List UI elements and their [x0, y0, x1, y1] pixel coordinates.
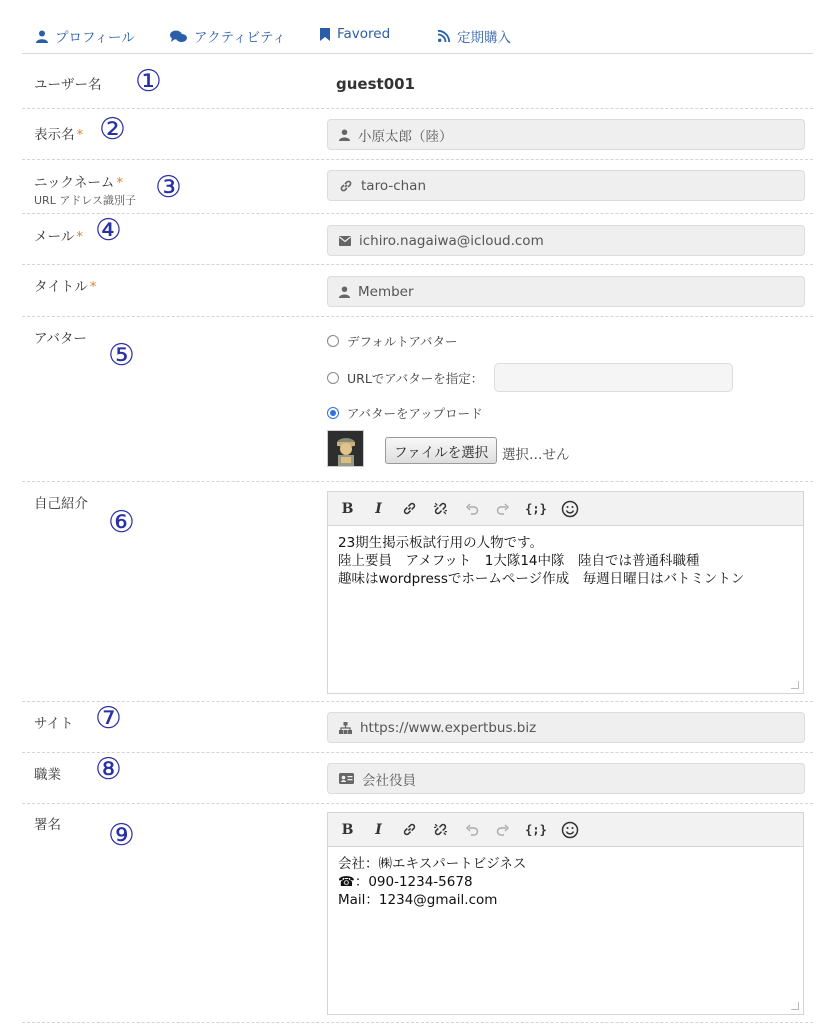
tab-activity-label: アクティビティ: [194, 30, 286, 46]
avatar-image: [327, 430, 364, 467]
avatar-option-upload[interactable]: [327, 404, 483, 422]
envelope-icon: [339, 236, 351, 246]
tab-profile-label: プロフィール: [55, 30, 135, 46]
bio-toolbar: [328, 492, 803, 526]
annotation-1: ①: [135, 64, 162, 99]
annotation-3: ③: [155, 170, 182, 205]
occupation-input[interactable]: [327, 763, 805, 794]
link-icon: [339, 179, 353, 193]
display-name-label-text: 表示名: [34, 127, 75, 143]
bookmark-icon: [320, 28, 330, 41]
link-icon[interactable]: [400, 820, 419, 840]
user-icon: [36, 30, 48, 43]
italic-icon[interactable]: I: [375, 821, 382, 838]
tab-subscriptions[interactable]: [438, 26, 511, 46]
avatar-label: アバター: [34, 331, 87, 347]
nickname-sublabel: URL アドレス識別子: [34, 194, 136, 207]
nickname-label: [34, 171, 123, 191]
tab-favored[interactable]: [320, 26, 390, 42]
radio-default[interactable]: [327, 335, 339, 347]
nickname-input[interactable]: [327, 170, 805, 201]
annotation-2: ②: [99, 112, 126, 147]
rss-icon: [438, 30, 450, 42]
italic-icon[interactable]: I: [375, 500, 382, 517]
user-icon: [339, 286, 350, 298]
redo-icon[interactable]: [493, 499, 512, 519]
row-nickname: [22, 160, 813, 214]
annotation-8: ⑧: [95, 752, 122, 787]
avatar-option-upload-label: アバターをアップロード: [347, 406, 483, 421]
site-value: https://www.expertbus.biz: [360, 719, 537, 736]
signature-content[interactable]: 会社：㈱エキスパートビジネス ☎：090-1234-5678 Mail：1234@gmail.com: [338, 856, 527, 908]
required-mark: *: [76, 127, 84, 143]
id-card-icon: [339, 773, 354, 784]
row-occupation: [22, 753, 813, 804]
annotation-4: ④: [95, 213, 122, 248]
tab-activity[interactable]: [170, 26, 286, 46]
resize-handle-icon[interactable]: [791, 681, 799, 689]
site-input[interactable]: [327, 712, 805, 743]
annotation-5: ⑤: [108, 338, 135, 373]
email-value: ichiro.nagaiwa@icloud.com: [359, 232, 544, 249]
site-label: サイト: [34, 716, 74, 732]
radio-upload[interactable]: [327, 407, 339, 419]
row-avatar: [22, 317, 813, 482]
title-label-text: タイトル: [34, 279, 88, 295]
tab-subscriptions-label: 定期購入: [457, 30, 511, 46]
redo-icon[interactable]: [493, 820, 512, 840]
nickname-value: taro-chan: [361, 177, 427, 194]
annotation-7: ⑦: [95, 701, 122, 736]
unlink-icon[interactable]: [431, 820, 450, 840]
file-status: 選択…せん: [502, 447, 570, 463]
row-signature: [22, 804, 813, 1023]
avatar-option-default-label: デフォルトアバター: [347, 334, 458, 349]
row-display-name: [22, 109, 813, 160]
nickname-label-text: ニックネーム: [34, 175, 115, 191]
occupation-value: 会社役員: [362, 772, 416, 789]
email-input[interactable]: [327, 225, 805, 256]
required-mark: *: [89, 279, 97, 295]
emoji-icon[interactable]: [560, 820, 579, 840]
profile-tabs: [22, 20, 813, 54]
sitemap-icon: [339, 722, 352, 734]
code-icon[interactable]: {;}: [525, 822, 547, 837]
avatar-option-url-label: URLでアバターを指定：: [347, 371, 484, 386]
title-label: [34, 275, 96, 295]
code-icon[interactable]: {;}: [525, 501, 547, 516]
bio-label: 自己紹介: [34, 496, 88, 512]
row-site: [22, 702, 813, 753]
undo-icon[interactable]: [462, 820, 481, 840]
avatar-option-url[interactable]: [327, 369, 483, 387]
email-label: [34, 225, 83, 245]
annotation-6: ⑥: [108, 505, 135, 540]
row-email: [22, 214, 813, 265]
undo-icon[interactable]: [462, 499, 481, 519]
signature-label: 署名: [34, 817, 61, 833]
row-title: [22, 265, 813, 317]
tab-profile[interactable]: [36, 26, 135, 46]
avatar-option-default[interactable]: [327, 332, 458, 350]
occupation-label: 職業: [34, 767, 61, 783]
avatar-url-input[interactable]: [494, 363, 733, 392]
row-bio: [22, 482, 813, 702]
username-value: guest001: [336, 75, 415, 93]
row-username: [22, 55, 813, 109]
signature-toolbar: [328, 813, 803, 847]
title-value: Member: [358, 283, 414, 300]
bold-icon[interactable]: B: [341, 500, 354, 517]
radio-url[interactable]: [327, 372, 339, 384]
display-name-input[interactable]: [327, 119, 805, 150]
signature-editor[interactable]: [327, 812, 804, 1015]
required-mark: *: [116, 175, 124, 191]
unlink-icon[interactable]: [431, 499, 450, 519]
bio-content[interactable]: 23期生掲示板試行用の人物です。 陸上要員 アメフット 1大隊14中隊 陸自では普通科職種 趣味はwordpressでホームページ作成 毎週日曜日はバトミントン: [338, 535, 745, 587]
annotation-9: ⑨: [108, 818, 135, 853]
bio-editor[interactable]: [327, 491, 804, 694]
user-icon: [339, 129, 350, 141]
title-input[interactable]: [327, 276, 805, 307]
emoji-icon[interactable]: [560, 499, 579, 519]
tab-favored-label: Favored: [337, 26, 391, 42]
bold-icon[interactable]: B: [341, 821, 354, 838]
choose-file-button[interactable]: ファイルを選択: [385, 437, 497, 464]
resize-handle-icon[interactable]: [791, 1002, 799, 1010]
username-label: ユーザー名: [34, 77, 102, 93]
comments-icon: [170, 30, 187, 43]
display-name-value: 小原太郎（陸）: [358, 128, 453, 145]
email-label-text: メール: [34, 229, 75, 245]
required-mark: *: [76, 229, 83, 245]
link-icon[interactable]: [400, 499, 419, 519]
display-name-label: [34, 123, 83, 143]
